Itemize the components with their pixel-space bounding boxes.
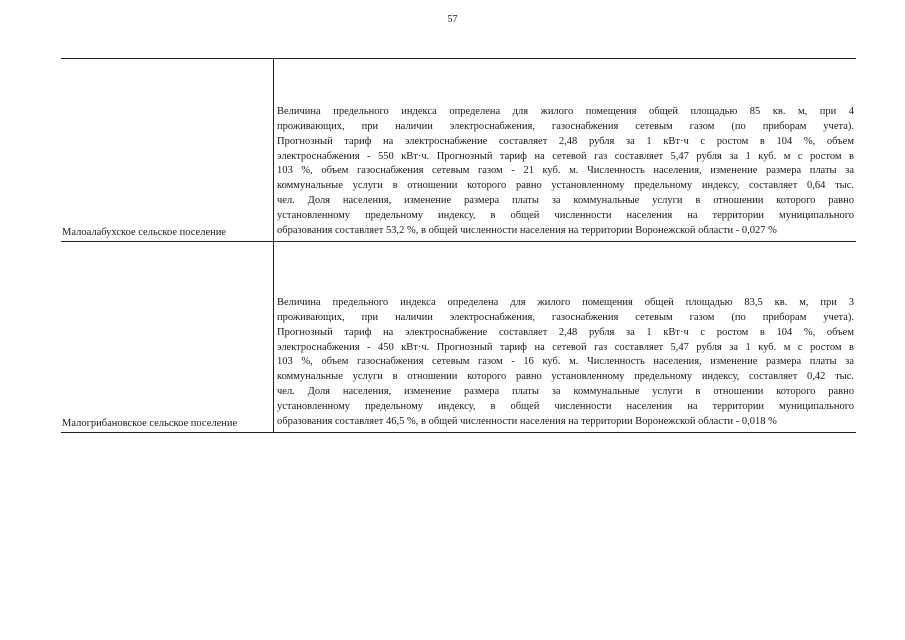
description-line: образования составляет 46,5 %, в общей численности населения на территории Воронежской области - 0,018 % xyxy=(277,416,777,428)
description-line: чел. Доля населения, изменение размера платы за коммунальные услуги в отношении которого равно xyxy=(277,386,854,398)
description-line: 103 %, объем газоснабжения сетевым газом - 21 куб. м. Численность населения, изменение размера платы за xyxy=(277,165,854,177)
description-line: электроснабжения - 550 кВт·ч. Прогнозный тариф на сетевой газ составляет 5,47 рубля за 1 куб. м с ростом в xyxy=(277,150,854,162)
description-line: 103 %, объем газоснабжения сетевым газом - 16 куб. м. Численность населения, изменение размера платы за xyxy=(277,356,854,368)
description-line: установленному предельному индексу, в общей численности населения на территории муниципального xyxy=(277,401,854,413)
index-description-cell xyxy=(274,59,856,241)
description-line: Величина предельного индекса определена для жилого помещения общей площадью 85 кв. м, при 4 xyxy=(277,105,854,117)
description-line: Прогнозный тариф на электроснабжение составляет 2,48 рубля за 1 кВт·ч с ростом в 104 %, объем xyxy=(277,135,854,147)
description-line: электроснабжения - 450 кВт·ч. Прогнозный тариф на сетевой газ составляет 5,47 рубля за 1 куб. м с ростом в xyxy=(277,341,854,353)
description-line: Прогнозный тариф на электроснабжение составляет 2,48 рубля за 1 кВт·ч с ростом в 104 %, объем xyxy=(277,326,854,338)
description-line: чел. Доля населения, изменение размера платы за коммунальные услуги в отношении которого равно xyxy=(277,195,854,207)
description-line: установленному предельному индексу, в общей численности населения на территории муниципального xyxy=(277,210,854,222)
description-line: проживающих, при наличии электроснабжения, газоснабжения сетевым газом (по приборам учета). xyxy=(277,120,854,132)
index-description-cell xyxy=(274,242,856,432)
settlements-table xyxy=(61,58,856,433)
description-line: коммунальные услуги в отношении которого равно установленному предельному индексу, составляет 0,64 тыс. xyxy=(277,180,854,192)
description-line: образования составляет 53,2 %, в общей численности населения на территории Воронежской области - 0,027 % xyxy=(277,225,777,237)
page-number: 57 xyxy=(447,14,458,25)
description-line: Величина предельного индекса определена для жилого помещения общей площадью 83,5 кв. м, при 3 xyxy=(277,296,854,308)
table-row xyxy=(61,242,856,433)
settlement-name-cell: Малогрибановское сельское поселение xyxy=(61,242,274,432)
description-line: коммунальные услуги в отношении которого равно установленному предельному индексу, составляет 0,42 тыс. xyxy=(277,371,854,383)
description-line: проживающих, при наличии электроснабжения, газоснабжения сетевым газом (по приборам учета). xyxy=(277,311,854,323)
settlement-name-cell: Малоалабухское сельское поселение xyxy=(61,59,274,241)
table-row xyxy=(61,59,856,242)
